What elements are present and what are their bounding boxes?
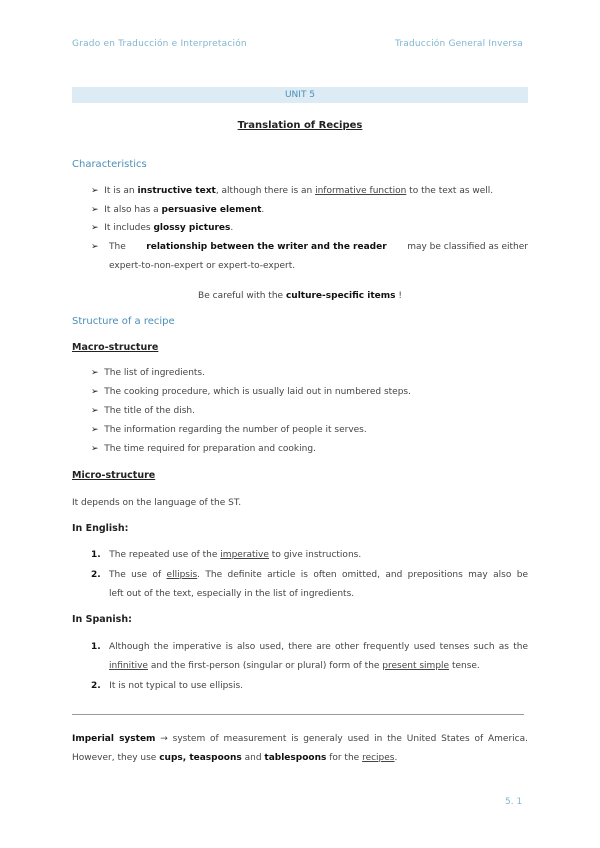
- header-right: Traducción General Inversa: [395, 39, 523, 49]
- spanish-label: In Spanish:: [72, 614, 132, 625]
- title-text: Translation of Recipes: [237, 120, 363, 131]
- arrow-bullet-icon: ➢: [91, 242, 99, 252]
- right-arrow-icon: →: [160, 734, 168, 744]
- list-item: ➢ The title of the dish.: [91, 406, 195, 416]
- arrow-bullet-icon: ➢: [91, 406, 99, 416]
- header-left: Grado en Traducción e Interpretación: [72, 39, 247, 49]
- macro-list: [91, 364, 528, 459]
- culture-note: Be careful with the culture-specific items !: [198, 291, 402, 301]
- spanish-item: 2. It is not typical to use ellipsis.: [91, 681, 244, 691]
- unit-label: UNIT 5: [284, 90, 316, 100]
- english-item: 2. The use of ellipsis. The definite article is often omitted, and prepositions may also be left out of the text, especially in the list of ingredients.: [91, 566, 528, 604]
- bullet-item: ➢ The relationship between the writer and the reader may be classified as either expert-to-non-expert or expert-to-expert.: [91, 238, 528, 276]
- arrow-bullet-icon: ➢: [91, 425, 99, 435]
- unit-band: [72, 87, 528, 103]
- arrow-bullet-icon: ➢: [91, 186, 99, 196]
- arrow-bullet-icon: ➢: [91, 223, 99, 233]
- characteristics-heading: Characteristics: [72, 159, 147, 170]
- list-item: ➢ The cooking procedure, which is usually laid out in numbered steps.: [91, 387, 411, 397]
- arrow-bullet-icon: ➢: [91, 387, 99, 397]
- list-number: 2.: [91, 570, 101, 580]
- english-item: 1. The repeated use of the imperative to give instructions.: [91, 550, 362, 560]
- arrow-bullet-icon: ➢: [91, 205, 99, 215]
- micro-structure-text: It depends on the language of the ST.: [72, 498, 242, 508]
- list-number: 1.: [91, 642, 101, 652]
- macro-structure-heading: Macro-structure: [72, 342, 159, 353]
- page-number: 5. 1: [505, 797, 523, 807]
- arrow-bullet-icon: ➢: [91, 444, 99, 454]
- page-title: [72, 120, 528, 131]
- micro-structure-heading: Micro-structure: [72, 470, 156, 481]
- bullet-item: ➢ It includes glossy pictures.: [91, 223, 234, 233]
- list-item: ➢ The time required for preparation and cooking.: [91, 444, 316, 454]
- imperial-note: Imperial system → system of measurement is generaly used in the United States of America. However, they use cups, teaspoons and tablespoons for the recipes.: [72, 734, 528, 763]
- structure-heading: Structure of a recipe: [72, 316, 175, 327]
- bullet-item: ➢ It is an instructive text, although there is an informative function to the text as well.: [91, 186, 494, 196]
- list-number: 1.: [91, 550, 101, 560]
- arrow-bullet-icon: ➢: [91, 368, 99, 378]
- list-item: ➢ The list of ingredients.: [91, 368, 205, 378]
- english-label: In English:: [72, 523, 129, 534]
- spanish-item: 1. Although the imperative is also used, there are other frequently used tenses such as the infinitive and the first-person (singular or plural) form of the present simple tense.: [91, 638, 528, 676]
- list-number: 2.: [91, 681, 101, 691]
- list-item: ➢ The information regarding the number of people it serves.: [91, 425, 367, 435]
- divider: [72, 714, 524, 715]
- bullet-item: ➢ It also has a persuasive element.: [91, 205, 265, 215]
